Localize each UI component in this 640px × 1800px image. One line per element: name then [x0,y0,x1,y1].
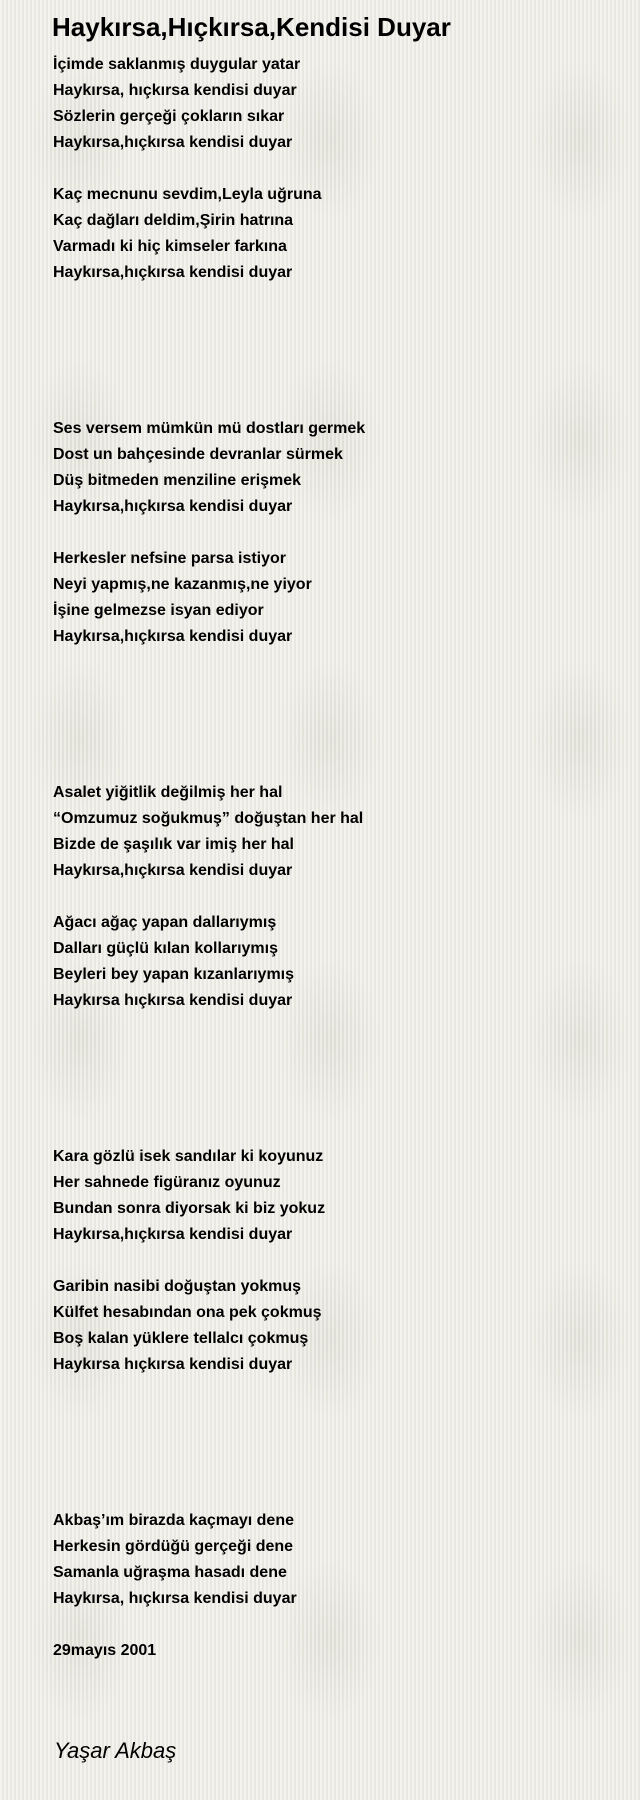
poem-line: İşine gelmezse isyan ediyor [53,602,264,619]
stanza-2 [53,182,613,286]
poem-line: Bundan sonra diyorsak ki biz yokuz [53,1200,326,1217]
poem-body [53,52,613,1664]
poem-line: Ses versem mümkün mü dostları germek [53,420,366,437]
poem-line: Bizde de şaşılık var imiş her hal [53,836,294,853]
section-gap [53,1014,613,1144]
poem-date: 29mayıs 2001 [53,1642,157,1659]
poem-line: Haykırsa,hıçkırsa kendisi duyar [53,862,293,879]
poem-line: “Omzumuz soğukmuş” doğuştan her hal [53,810,364,827]
section-gap [53,650,613,780]
stanza-8 [53,1274,613,1378]
poem-line: Samanla uğraşma hasadı dene [53,1564,287,1581]
poem-line: İçimde saklanmış duygular yatar [53,56,301,73]
stanza-6 [53,910,613,1014]
stanza-gap [53,520,613,546]
poem-line: Her sahnede figüranız oyunuz [53,1174,281,1191]
author-name: Yaşar Akbaş [54,1738,177,1763]
poem-line: Garibin nasibi doğuştan yokmuş [53,1278,302,1295]
poem-line: Kaç mecnunu sevdim,Leyla uğruna [53,186,322,203]
section-gap [53,286,613,416]
poem-title: Haykırsa,Hıçkırsa,Kendisi Duyar [52,12,451,42]
poem-line: Beyleri bey yapan kızanlarıymış [53,966,295,983]
poem-line: Asalet yiğitlik değilmiş her hal [53,784,283,801]
stanza-gap [53,1612,613,1638]
poem-line: Haykırsa,hıçkırsa kendisi duyar [53,498,293,515]
stanza-5 [53,780,613,884]
poem-line: Kara gözlü isek sandılar ki koyunuz [53,1148,324,1165]
stanza-1 [53,52,613,156]
poem-line: Haykırsa,hıçkırsa kendisi duyar [53,628,293,645]
poem-line: Külfet hesabından ona pek çokmuş [53,1304,322,1321]
stanza-9 [53,1508,613,1612]
poem-line: Haykırsa,hıçkırsa kendisi duyar [53,264,293,281]
poem-line: Haykırsa hıçkırsa kendisi duyar [53,1356,293,1373]
poem-line: Dalları güçlü kılan kollarıymış [53,940,278,957]
poem-line: Ağacı ağaç yapan dallarıymış [53,914,277,931]
stanza-gap [53,1248,613,1274]
section-gap [53,1378,613,1508]
stanza-7 [53,1144,613,1248]
poem-line: Haykırsa, hıçkırsa kendisi duyar [53,82,297,99]
poem-line: Varmadı ki hiç kimseler farkına [53,238,287,255]
poem-line: Haykırsa,hıçkırsa kendisi duyar [53,1226,293,1243]
poem-line: Boş kalan yüklere tellalcı çokmuş [53,1330,309,1347]
stanza-4 [53,546,613,650]
poem-line: Kaç dağları deldim,Şirin hatrına [53,212,294,229]
poem-line: Düş bitmeden menziline erişmek [53,472,302,489]
stanza-3 [53,416,613,520]
poem-line: Akbaş’ım birazda kaçmayı dene [53,1512,294,1529]
poem-line: Herkesler nefsine parsa istiyor [53,550,287,567]
stanza-gap [53,884,613,910]
stanza-gap [53,156,613,182]
poem-line: Herkesin gördüğü gerçeği dene [53,1538,294,1555]
poem-line: Neyi yapmış,ne kazanmış,ne yiyor [53,576,312,593]
poem-line: Dost un bahçesinde devranlar sürmek [53,446,343,463]
poem-line: Haykırsa,hıçkırsa kendisi duyar [53,134,293,151]
poem-line: Haykırsa, hıçkırsa kendisi duyar [53,1590,297,1607]
poem-line: Sözlerin gerçeği çokların sıkar [53,108,285,125]
poem-line: Haykırsa hıçkırsa kendisi duyar [53,992,293,1009]
